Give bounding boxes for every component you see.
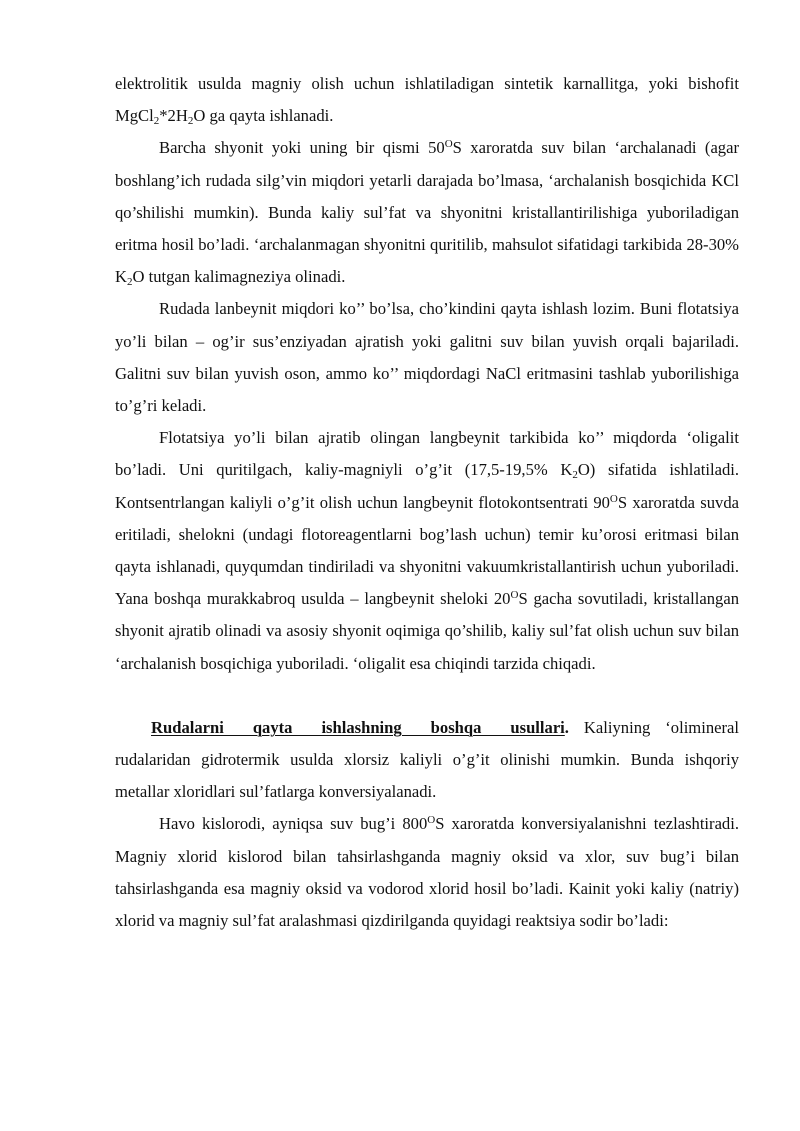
section-heading: Rudalarni qayta ishlashning boshqa usullari	[151, 717, 565, 737]
paragraph-flotation-langbeinite	[115, 422, 739, 680]
p4-text-a: Flotatsiya yo’li bilan ajratib olingan langbeynit tarkibida ko’’ miqdorda ‘oligalit bo’ladi. Uni quritilgach, kaliy-magniyli o’g’it (17,5-19,5% K	[115, 428, 739, 480]
paragraph-other-methods	[115, 712, 739, 809]
p3-text: Rudada lanbeynit miqdori ko’’ bo’lsa, cho’kindini qayta ishlash lozim. Buni flotatsiya yo’li bilan – og’ir sus’enziyadan ajratish yoki galitni suv bilan yuvish orqali bajariladi. Galitni suv bilan yuvish oson, ammo ko’’ miqdordagi NaCl eritmasini tashlab yuborilishiga to’g’ri keladi.	[115, 299, 739, 416]
p1-text-c: O ga qayta ishlanadi.	[193, 106, 334, 126]
p6-superscript-1: O	[427, 814, 436, 827]
p4-superscript-2: O	[510, 589, 519, 602]
p4-text-b: O) sifatida ishlatiladi. Kontsentrlangan kaliyli o’g’it olish uchun langbeynit flotokontsentrati 90	[115, 460, 739, 512]
document-page	[115, 68, 739, 937]
p2-text-a: Barcha shyonit yoki uning bir qismi 50	[159, 138, 445, 158]
p2-superscript-1: O	[444, 138, 453, 151]
p2-text-b: S xaroratda suv bilan ‘archalanadi (agar boshlang’ich rudada silg’vin miqdori yetarli darajada bo’lmasa, ‘archalanish bosqichida KCl qo’shilishi mumkin). Bunda kaliy sul’fat va shyonitni kristallantirilishiga yuboriladigan eritma hosil bo’ladi. ‘archalanmagan shyonitni quritilib, mahsulot sifatidagi tarkibida 28-30% K	[115, 138, 739, 287]
paragraph-electrolytic-magnesium	[115, 68, 739, 132]
p5-text: Kaliyning ‘olimineral rudalaridan gidrotermik usulda xlorsiz kaliyli o’g’it olinishi mumkin. Bunda ishqoriy metallar xloridlari sul’fatlarga konversiyalanadi.	[115, 717, 739, 802]
paragraph-langbeinite-residue	[115, 293, 739, 422]
paragraph-gap	[115, 680, 739, 712]
p2-subscript-1: 2	[126, 276, 133, 289]
p1-subscript-2: 2	[187, 115, 194, 128]
section-heading-dot: .	[564, 717, 569, 737]
p1-text-b: *2H	[159, 106, 188, 126]
p4-text-c: S xaroratda suvda eritiladi, shelokni (undagi flotoreagentlarni bog’lash uchun) temir ku’orosi eritmasi bilan qayta ishlanadi, quyqumdan tindiriladi va shyonitni vakuumkristallantirish uchun yuboriladi. Yana boshqa murakkabroq usulda – langbeynit sheloki 20	[115, 492, 739, 609]
p2-text-c: O tutgan kalimagneziya olinadi.	[132, 267, 346, 287]
p6-text-a: Havo kislorodi, ayniqsa suv bug’i 800	[159, 814, 428, 834]
p1-subscript-1: 2	[153, 115, 160, 128]
paragraph-shyonit-decomposition	[115, 132, 739, 293]
p4-text-d: S gacha sovutiladi, kristallangan shyonit ajratib olinadi va asosiy shyonit oqimiga qo’shilib, kaliy sul’fat olish uchun suv bilan ‘archalanish bosqichiga yuboriladi. ‘oligalit esa chiqindi tarzida chiqadi.	[115, 589, 740, 673]
p4-superscript-1: O	[609, 492, 618, 505]
p6-text-b: S xaroratda konversiyalanishni tezlashtiradi. Magniy xlorid kislorod bilan tahsirlashganda magniy oksid va xlor, suv bug’i bilan tahsirlashganda esa magniy oksid va vodorod xlorid hosil bo’ladi. Kainit yoki kaliy (natriy) xlorid va magniy sul’fat aralashmasi qizdirilganda quyidagi reaktsiya sodir bo’ladi:	[115, 814, 739, 931]
p1-text-a: elektrolitik usulda magniy olish uchun ishlatiladigan sintetik karnallitga, yoki bishofit MgCl	[115, 74, 739, 126]
paragraph-air-oxygen-conversion	[115, 808, 739, 937]
p4-subscript-1: 2	[572, 469, 578, 482]
